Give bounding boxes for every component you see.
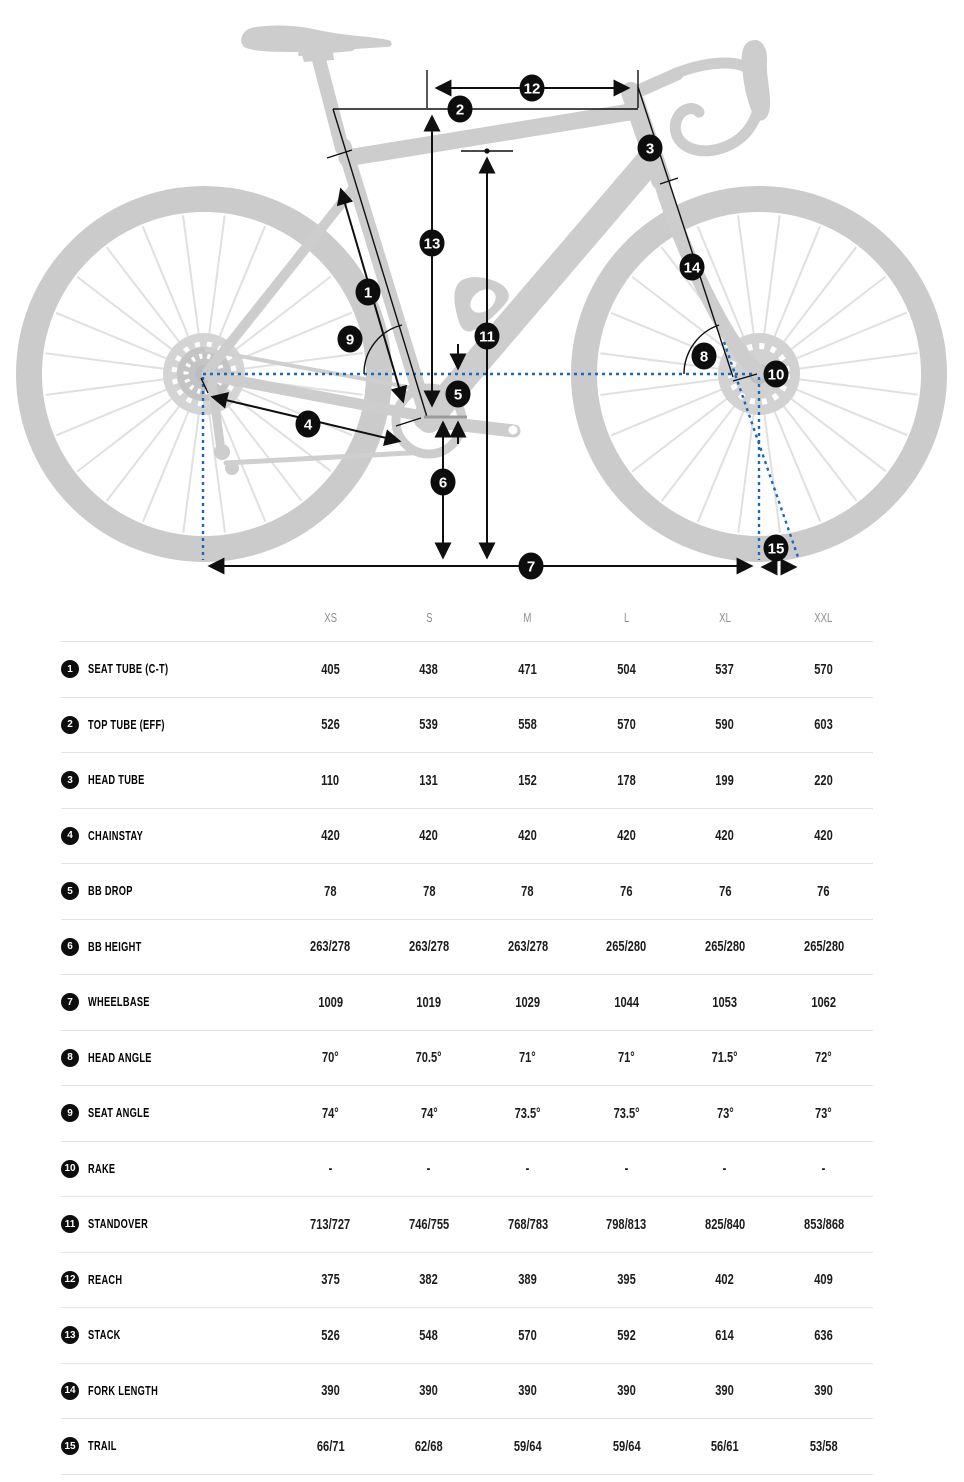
row-label: WHEELBASE [88,995,150,1010]
table-cell: 420 [321,827,340,845]
row-number-badge: 2 [61,716,79,734]
table-cell: 263/278 [408,938,450,956]
row-label: REACH [88,1272,123,1287]
table-row-fork-length [61,1364,873,1420]
row-label-cell [61,827,281,845]
row-label: HEAD TUBE [88,773,145,788]
table-cell: 382 [419,1271,439,1289]
frame [207,26,770,475]
geometry-svg [0,0,964,590]
table-row-stack [61,1308,873,1364]
table-cell: 110 [321,771,340,789]
table-cell: 1062 [811,993,837,1011]
diagram-marker-number: 3 [645,140,655,158]
row-label-cell [61,660,281,678]
row-number-badge: 3 [61,771,79,789]
diagram-marker-9 [338,326,363,353]
diagram-marker-number: 7 [526,558,536,576]
diagram-marker-number: 2 [455,101,465,119]
diagram-marker-7 [519,553,544,580]
row-number-badge: 5 [61,882,79,900]
row-label-cell [61,1271,281,1289]
table-cell: - [821,1160,826,1178]
table-row-head-tube [61,753,873,809]
table-cell: 389 [518,1271,537,1289]
table-cell: 768/783 [507,1215,548,1233]
table-cell: 409 [814,1271,833,1289]
table-cell: 263/278 [310,938,351,956]
diagram-marker-number: 14 [683,259,701,277]
table-row-seat-angle [61,1086,873,1142]
table-cell: 152 [518,771,537,789]
table-cell: 78 [422,882,436,900]
table-cell: 199 [715,771,735,789]
table-cell: 558 [518,716,537,734]
table-cell: 636 [814,1326,833,1344]
row-label: FORK LENGTH [88,1383,159,1398]
row-label: BB HEIGHT [88,939,142,954]
bike-silhouette [29,26,934,549]
row-number-badge: 10 [61,1160,79,1178]
table-cell: 390 [419,1382,439,1400]
diagram-marker-13 [420,230,445,257]
table-cell: 62/68 [415,1437,443,1455]
row-label-cell [61,716,281,734]
table-cell: 405 [321,660,340,678]
table-cell: - [427,1160,431,1178]
table-cell: 420 [814,827,833,845]
table-cell: 71.5° [711,1049,739,1067]
table-cell: 73° [716,1104,734,1122]
diagram-marker-8 [692,343,717,370]
diagram-marker-number: 10 [767,366,785,384]
diagram-marker-1 [356,279,381,306]
row-number-badge: 7 [61,993,79,1011]
diagram-marker-number: 8 [699,348,709,366]
row-number-badge: 8 [61,1049,79,1067]
row-label-cell [61,771,281,789]
row-label-cell [61,938,281,956]
geometry-table [61,594,873,1475]
table-cell: 420 [617,827,636,845]
table-cell: 614 [715,1326,735,1344]
row-number-badge: 4 [61,827,79,845]
row-number-badge: 9 [61,1104,79,1122]
row-label: TRAIL [88,1439,117,1454]
table-cell: 402 [715,1271,735,1289]
table-cell: 395 [617,1271,636,1289]
table-cell: 1053 [712,993,738,1011]
table-cell: - [525,1160,530,1178]
table-cell: 798/813 [606,1215,647,1233]
diagram-marker-6 [431,469,456,496]
table-cell: 76 [718,882,732,900]
table-cell: 73° [815,1104,833,1122]
table-cell: 53/58 [809,1437,838,1455]
table-row-trail [61,1419,873,1475]
table-cell: 390 [321,1382,340,1400]
table-cell: 746/755 [408,1215,450,1233]
table-row-head-angle [61,1031,873,1087]
diagram-marker-number: 5 [453,386,463,404]
table-cell: 570 [518,1326,537,1344]
table-cell: 853/868 [803,1215,844,1233]
diagram-marker-12 [520,75,545,102]
table-row-seat-tube-c-t- [61,642,873,698]
table-cell: 590 [715,716,735,734]
table-cell: 178 [617,771,636,789]
table-cell: 713/727 [310,1215,351,1233]
row-label-cell [61,1215,281,1233]
table-cell: 1029 [515,993,541,1011]
table-cell: 74° [321,1104,339,1122]
diagram-marker-10 [764,361,789,388]
row-label-cell [61,1437,281,1455]
table-cell: 825/840 [704,1215,746,1233]
diagram-marker-number: 4 [303,416,313,434]
table-cell: - [624,1160,629,1178]
table-cell: 76 [620,882,633,900]
table-cell: 66/71 [316,1437,345,1455]
diagram-marker-number: 13 [423,235,441,253]
diagram-marker-3 [638,135,663,162]
row-label: CHAINSTAY [88,828,144,843]
diagram-marker-number: 1 [363,284,373,302]
diagram-marker-number: 9 [345,331,355,349]
table-cell: 548 [419,1326,439,1344]
table-row-rake [61,1142,873,1198]
col-header-xl: XL [719,610,731,625]
diagram-marker-number: 11 [479,328,495,346]
table-cell: 265/280 [606,938,647,956]
table-row-standover [61,1197,873,1253]
diagram-marker-14 [680,254,705,281]
table-cell: 73.5° [613,1104,640,1122]
row-number-badge: 12 [61,1271,79,1289]
table-cell: 526 [321,716,340,734]
row-label: STANDOVER [88,1217,149,1232]
table-cell: 438 [419,660,439,678]
table-cell: 1009 [317,993,343,1011]
row-number-badge: 6 [61,938,79,956]
col-header-s: S [425,610,433,625]
table-row-bb-drop [61,864,873,920]
table-body [61,642,873,1475]
table-cell: 420 [715,827,735,845]
bike-geometry-diagram [0,0,964,590]
table-cell: 265/280 [704,938,746,956]
col-header-m: M [523,610,532,625]
table-cell: 390 [617,1382,636,1400]
row-number-badge: 1 [61,660,79,678]
row-number-badge: 11 [61,1215,79,1233]
diagram-marker-5 [446,381,471,408]
table-cell: 570 [617,716,636,734]
row-label: RAKE [88,1161,116,1176]
row-label-cell [61,1104,281,1122]
diagram-marker-11 [475,323,500,350]
table-cell: 375 [321,1271,340,1289]
row-label: SEAT TUBE (C-T) [88,662,169,677]
diagram-marker-2 [448,96,473,123]
table-cell: 570 [814,660,833,678]
table-header-row [61,594,873,642]
table-cell: 592 [617,1326,636,1344]
table-cell: 390 [814,1382,833,1400]
table-cell: 131 [419,771,439,789]
row-label: BB DROP [88,884,133,899]
table-cell: 71° [617,1049,635,1067]
row-number-badge: 13 [61,1326,79,1344]
table-row-bb-height [61,920,873,976]
table-cell: 539 [419,716,439,734]
table-cell: 420 [518,827,537,845]
table-row-reach [61,1253,873,1309]
table-cell: 72° [815,1049,833,1067]
table-cell: 76 [817,882,830,900]
row-label: HEAD ANGLE [88,1050,152,1065]
table-cell: - [723,1160,727,1178]
table-cell: 71° [519,1049,537,1067]
table-cell: 78 [324,882,337,900]
table-cell: 390 [518,1382,537,1400]
table-row-wheelbase [61,975,873,1031]
col-header-xxl: XXL [814,610,833,625]
row-label-cell [61,882,281,900]
table-cell: 59/64 [612,1437,641,1455]
table-row-top-tube-eff- [61,698,873,754]
row-label-cell [61,1326,281,1344]
table-cell: 59/64 [513,1437,542,1455]
table-cell: 70.5° [415,1049,443,1067]
row-number-badge: 14 [61,1382,79,1400]
diagram-marker-number: 6 [438,474,448,492]
table-cell: 220 [814,771,833,789]
table-cell: 263/278 [507,938,548,956]
table-cell: 504 [617,660,636,678]
diagram-marker-4 [296,411,321,438]
table-cell: 73.5° [514,1104,541,1122]
table-cell: 1019 [416,993,442,1011]
table-row-chainstay [61,809,873,865]
table-cell: 78 [521,882,534,900]
table-cell: 56/61 [711,1437,739,1455]
row-label-cell [61,1382,281,1400]
col-header-xs: XS [323,610,337,625]
table-cell: 74° [420,1104,438,1122]
col-header-l: L [623,610,629,625]
row-label-cell [61,1160,281,1178]
standover-dot [484,148,489,153]
table-cell: 420 [419,827,439,845]
table-cell: 603 [814,716,833,734]
table-cell: 265/280 [803,938,844,956]
table-cell: 537 [715,660,735,678]
table-cell: 1044 [613,993,639,1011]
row-number-badge: 15 [61,1437,79,1455]
row-label: STACK [88,1328,121,1343]
table-cell: 526 [321,1326,340,1344]
diagram-marker-number: 15 [767,540,785,558]
table-cell: 70° [321,1049,339,1067]
row-label-cell [61,1049,281,1067]
row-label: TOP TUBE (EFF) [88,717,165,732]
table-cell: 471 [518,660,537,678]
diagram-marker-number: 12 [523,80,541,98]
table-cell: - [328,1160,333,1178]
row-label-cell [61,993,281,1011]
row-label: SEAT ANGLE [88,1106,150,1121]
diagram-marker-15 [764,535,789,562]
table-cell: 390 [715,1382,735,1400]
